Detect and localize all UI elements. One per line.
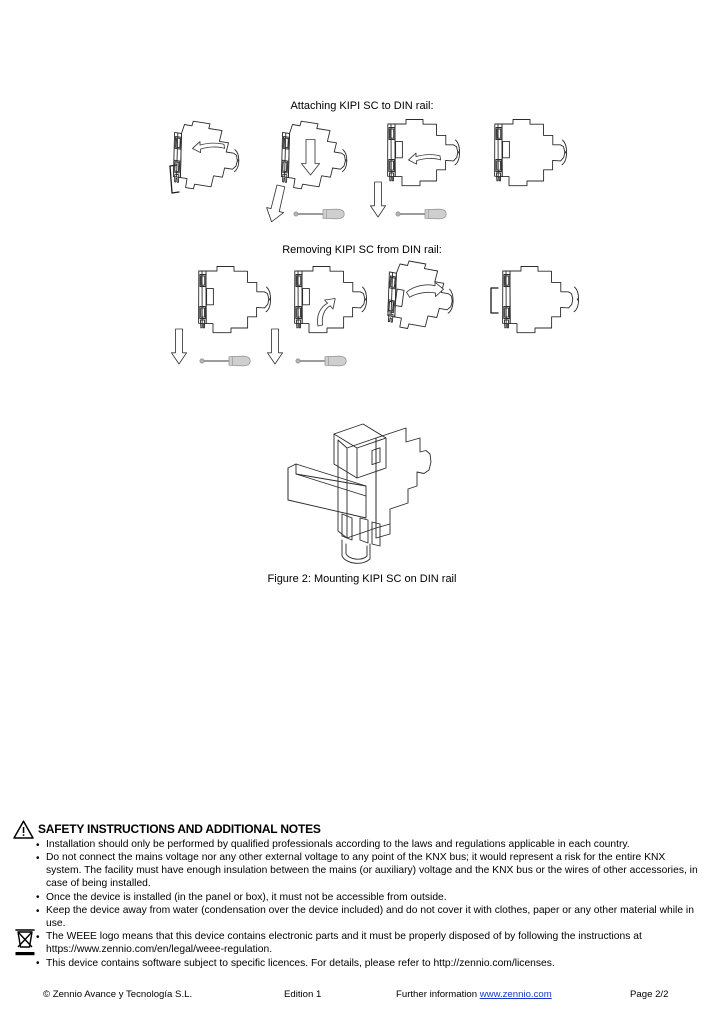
footer-copyright: © Zennio Avance y Tecnología S.L. (43, 989, 193, 1000)
safety-item: • This device contains software subject to specific licences. For details, please refer to http://zennio.com/licenses. (36, 958, 698, 971)
attaching-caption: Attaching KIPI SC to DIN rail: (290, 100, 434, 112)
weee-crossed-out-bin-icon (13, 928, 37, 957)
footer-further-information-label: Further information (396, 989, 478, 1000)
attach-step-2 (267, 121, 347, 222)
removing-caption: Removing KIPI SC from DIN rail: (282, 244, 442, 256)
screwdriver-icon (200, 356, 250, 366)
screwdriver-icon (294, 209, 344, 219)
isometric-device-drawing (280, 414, 462, 572)
warning-triangle-icon (13, 820, 34, 839)
removing-diagram-row (150, 259, 580, 387)
page-footer (0, 988, 724, 1008)
safety-item: • Once the device is installed (in the panel or box), it must not be accessible from outside. (36, 892, 698, 905)
footer-page-number: Page 2/2 (630, 989, 669, 1000)
screwdriver-icon (296, 356, 346, 366)
safety-heading: SAFETY INSTRUCTIONS AND ADDITIONAL NOTES (38, 822, 321, 836)
safety-instructions-list (36, 839, 698, 971)
attaching-diagram-row (150, 116, 580, 240)
footer-further-information (396, 988, 552, 1002)
safety-item: • Do not connect the mains voltage nor any other external voltage to any point of the KNX bus; it would represent a risk for the entire KNX system. The facility must have enough insulation between the mains (or auxiliary) voltage and the KNX bus or the wires of other accessories, in case of being installed. (36, 852, 698, 891)
safety-item: • Installation should only be performed by qualified professionals according to the laws and regulations applicable in each country. (36, 839, 698, 852)
attach-step-3 (370, 120, 460, 219)
remove-step-1 (171, 267, 271, 366)
figure-caption: Figure 2: Mounting KIPI SC on DIN rail (267, 573, 457, 585)
footer-edition: Edition 1 (284, 989, 322, 1000)
safety-item: • The WEEE logo means that this device contains electronic parts and it must be properly disposed of by following the instructions at https://www.zennio.com/en/legal/weee-regulation. (36, 931, 698, 957)
safety-item: • Keep the device away from water (condensation over the device included) and do not cover it with clothes, paper or any other material while in use. (36, 905, 698, 931)
remove-step-2 (267, 267, 367, 366)
footer-zennio-link[interactable]: www.zennio.com (479, 989, 552, 1000)
attach-step-1 (170, 121, 239, 193)
remove-step-4 (491, 267, 579, 333)
remove-step-3 (388, 261, 454, 329)
attach-step-4 (495, 120, 567, 186)
screwdriver-icon (396, 209, 446, 219)
